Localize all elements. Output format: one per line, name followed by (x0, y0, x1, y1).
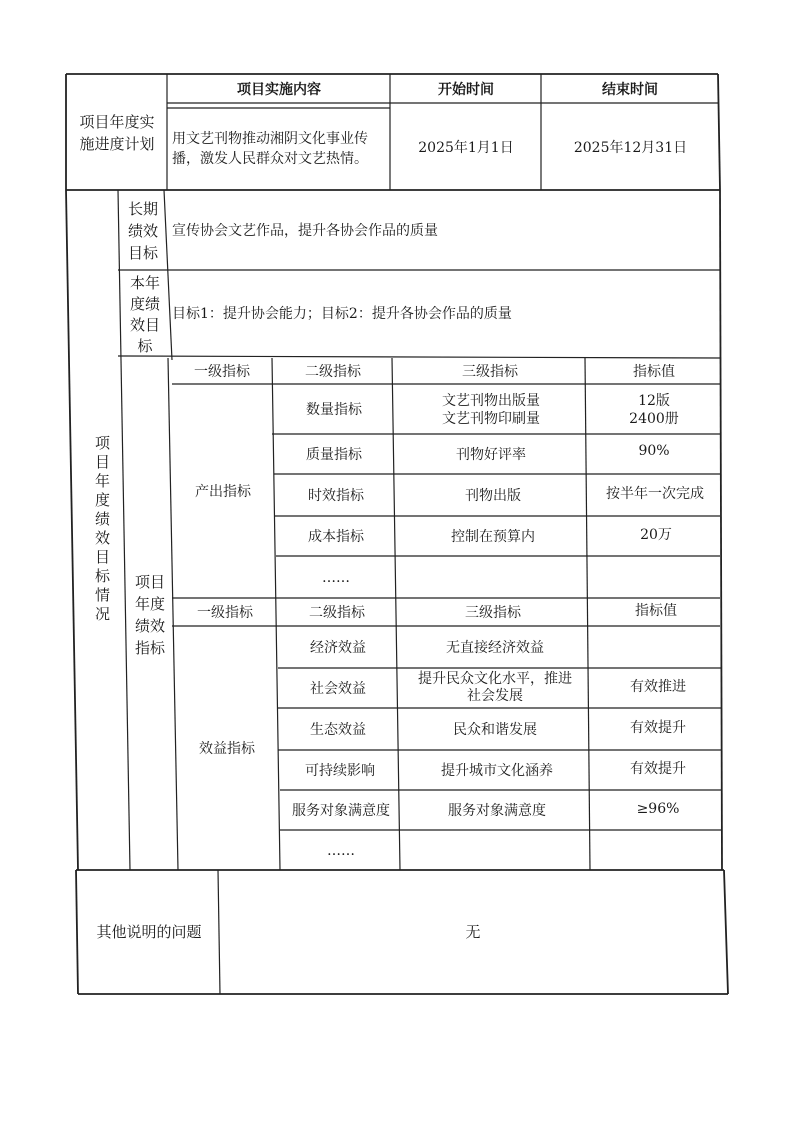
benefit-row-6-level3 (402, 832, 592, 870)
plan-start-header: 开始时间 (438, 82, 494, 98)
output-row-3-level3: 刊物出版 (465, 488, 521, 504)
other-label: 其他说明的问题 (96, 923, 202, 941)
output-row-3-value: 按半年一次完成 (606, 486, 704, 502)
output-row-1-level3-line2: 文艺刊物印刷量 (442, 411, 540, 427)
benefit-row-2-level3 (400, 668, 590, 708)
benefit-row-5-level3: 服务对象满意度 (448, 803, 546, 819)
output-row-1-level3 (396, 386, 586, 434)
benefit-header-value: 指标值 (635, 603, 677, 619)
long-term-goal-text: 宣传协会文艺作品，提升各协会作品的质量 (172, 223, 438, 239)
benefit-row-6-value (594, 832, 724, 870)
output-header-level2: 二级指标 (305, 364, 361, 380)
benefit-row-2-level3-line1: 提升民众文化水平，推进 (418, 671, 572, 687)
benefit-row-4-level2: 可持续影响 (305, 763, 375, 779)
benefit-row-2-level3-line2: 社会发展 (467, 688, 523, 704)
benefit-row-2-value: 有效推进 (630, 679, 686, 695)
benefit-row-5-level2: 服务对象满意度 (292, 803, 390, 819)
output-row-3-level2: 时效指标 (308, 488, 364, 504)
output-row-4-level3: 控制在预算内 (451, 529, 535, 545)
output-row-2-level2: 质量指标 (306, 447, 362, 463)
output-row-1-value-line2: 2400册 (629, 411, 679, 427)
benefit-header-level2: 二级指标 (309, 605, 365, 621)
benefit-row-1-level3: 无直接经济效益 (446, 640, 544, 656)
benefit-row-3-level3: 民众和谐发展 (453, 722, 537, 738)
output-row-1-level2: 数量指标 (306, 402, 362, 418)
output-row-1-value-line1: 12版 (638, 393, 670, 409)
indicator-label: 项目年度绩效指标 (134, 573, 165, 657)
benefit-header-level3: 三级指标 (465, 605, 521, 621)
other-text: 无 (465, 923, 481, 941)
plan-content-header: 项目实施内容 (237, 82, 321, 98)
output-level1: 产出指标 (195, 484, 251, 500)
benefit-header-level1: 一级指标 (197, 605, 253, 621)
benefit-row-1-value (590, 628, 722, 668)
output-header-level1: 一级指标 (194, 364, 250, 380)
plan-start-date: 2025年1月1日 (418, 140, 514, 156)
benefit-row-2-level2: 社会效益 (310, 681, 366, 697)
goals-section-label: 项目年度绩效目标情况 (93, 435, 111, 625)
benefit-row-6-level2: …… (327, 843, 355, 859)
plan-end-date: 2025年12月31日 (573, 140, 688, 156)
output-row-1-value (588, 386, 720, 434)
plan-content: 用文艺刊物推动湘阴文化事业传播，激发人民群众对文艺热情。 (172, 131, 368, 167)
plan-end-header: 结束时间 (602, 82, 658, 98)
output-row-1-level3-line1: 文艺刊物出版量 (442, 393, 540, 409)
output-row-2-value: 90% (638, 443, 670, 459)
benefit-row-1-level2: 经济效益 (310, 640, 366, 656)
benefit-row-3-value: 有效提升 (630, 720, 686, 736)
benefit-row-3-level2: 生态效益 (310, 722, 366, 738)
output-row-5-level2: …… (322, 570, 350, 586)
output-header-level3: 三级指标 (462, 364, 518, 380)
output-row-5-value (590, 558, 722, 598)
benefit-row-5-value: ≥96% (636, 801, 680, 817)
output-row-4-level2: 成本指标 (308, 529, 364, 545)
benefit-level1: 效益指标 (199, 741, 255, 757)
output-row-2-level3: 刊物好评率 (456, 447, 526, 463)
output-row-4-value: 20万 (640, 527, 672, 543)
annual-goal-label: 本年度绩效目标 (129, 274, 160, 355)
plan-label: 项目年度实施进度计划 (79, 113, 155, 153)
annual-goal-text: 目标1：提升协会能力；目标2：提升各协会作品的质量 (172, 306, 512, 322)
benefit-row-4-level3: 提升城市文化涵养 (441, 763, 553, 779)
output-row-5-level3 (398, 558, 588, 598)
long-term-goal-label: 长期绩效目标 (127, 200, 158, 262)
output-header-value: 指标值 (633, 364, 675, 380)
benefit-row-4-value: 有效提升 (630, 761, 686, 777)
